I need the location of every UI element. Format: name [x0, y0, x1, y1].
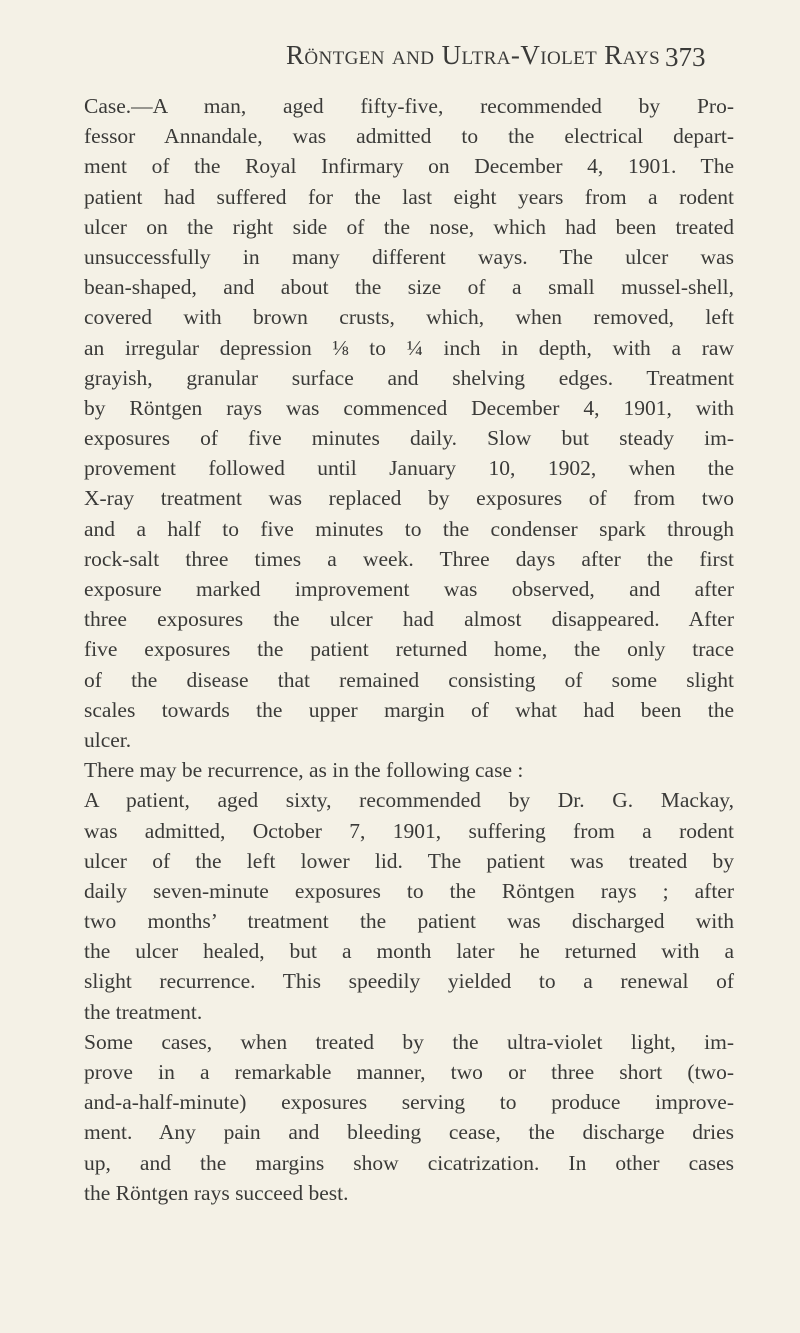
text-line: ulcer. — [84, 727, 132, 752]
text-line: the treatment. — [84, 999, 203, 1024]
paragraph-case-1 — [84, 91, 734, 755]
text-line: fessor Annandale, was admitted to the electrical depart- — [84, 124, 734, 149]
text-line: daily seven-minute exposures to the Röntgen rays ; after — [84, 878, 734, 903]
text-line: rock-salt three times a week. Three days after the first — [84, 546, 734, 571]
text-line: patient had suffered for the last eight years from a rodent — [84, 184, 734, 209]
text-line: of the disease that remained consisting of some slight — [84, 667, 734, 692]
text-line: up, and the margins show cicatrization. In other cases — [84, 1150, 734, 1175]
text-line: grayish, granular surface and shelving edges. Treatment — [84, 365, 734, 390]
text-line: ment. Any pain and bleeding cease, the discharge dries — [84, 1120, 734, 1145]
text-line: There may be recurrence, as in the following case : — [84, 758, 524, 783]
text-line: two months’ treatment the patient was discharged with — [84, 909, 734, 934]
text-line: covered with brown crusts, which, when removed, left — [84, 305, 734, 330]
text-line: provement followed until January 10, 1902, when the — [84, 456, 734, 481]
text-line: exposures of five minutes daily. Slow but steady im- — [84, 426, 734, 451]
text-line: ulcer of the left lower lid. The patient was treated by — [84, 848, 734, 873]
text-line: by Röntgen rays was commenced December 4, 1901, with — [84, 395, 734, 420]
text-line: the ulcer healed, but a month later he returned with a — [84, 939, 734, 964]
text-line: Some cases, when treated by the ultra-violet light, im- — [84, 1029, 734, 1054]
text-line: A patient, aged sixty, recommended by Dr. G. Mackay, — [84, 788, 734, 813]
text-line: unsuccessfully in many different ways. The ulcer was — [84, 244, 734, 269]
text-line: an irregular depression ⅛ to ¼ inch in depth, with a raw — [84, 335, 734, 360]
text-line: slight recurrence. This speedily yielded to a renewal of — [84, 969, 734, 994]
text-line: the Röntgen rays succeed best. — [84, 1180, 349, 1205]
text-line: ulcer on the right side of the nose, which had been treated — [84, 214, 734, 239]
text-line: bean-shaped, and about the size of a small mussel-shell, — [84, 275, 734, 300]
text-line: ment of the Royal Infirmary on December 4, 1901. The — [84, 154, 734, 179]
text-line: and-a-half-minute) exposures serving to produce improve- — [84, 1090, 734, 1115]
running-title: Röntgen and Ultra-Violet Rays — [286, 40, 661, 70]
text-line: X-ray treatment was replaced by exposures of from two — [84, 486, 734, 511]
body-text — [84, 91, 734, 1208]
paragraph-recurrence — [84, 755, 734, 785]
text-line: scales towards the upper margin of what had been the — [84, 697, 734, 722]
paragraph-ultra-violet — [84, 1027, 734, 1208]
text-line: prove in a remarkable manner, two or three short (two- — [84, 1060, 734, 1084]
text-line: Case.—A man, aged fifty-five, recommended by Pro- — [84, 94, 734, 118]
text-line: exposure marked improvement was observed, and after — [84, 577, 734, 601]
paragraph-case-2 — [84, 785, 734, 1027]
page-number: 373 — [665, 42, 706, 72]
text-line: three exposures the ulcer had almost disappeared. After — [84, 607, 734, 632]
text-line: was admitted, October 7, 1901, suffering from a rodent — [84, 818, 734, 843]
text-line: five exposures the patient returned home, the only trace — [84, 637, 734, 662]
text-line: and a half to five minutes to the condenser spark through — [84, 516, 734, 541]
running-head — [0, 40, 800, 80]
